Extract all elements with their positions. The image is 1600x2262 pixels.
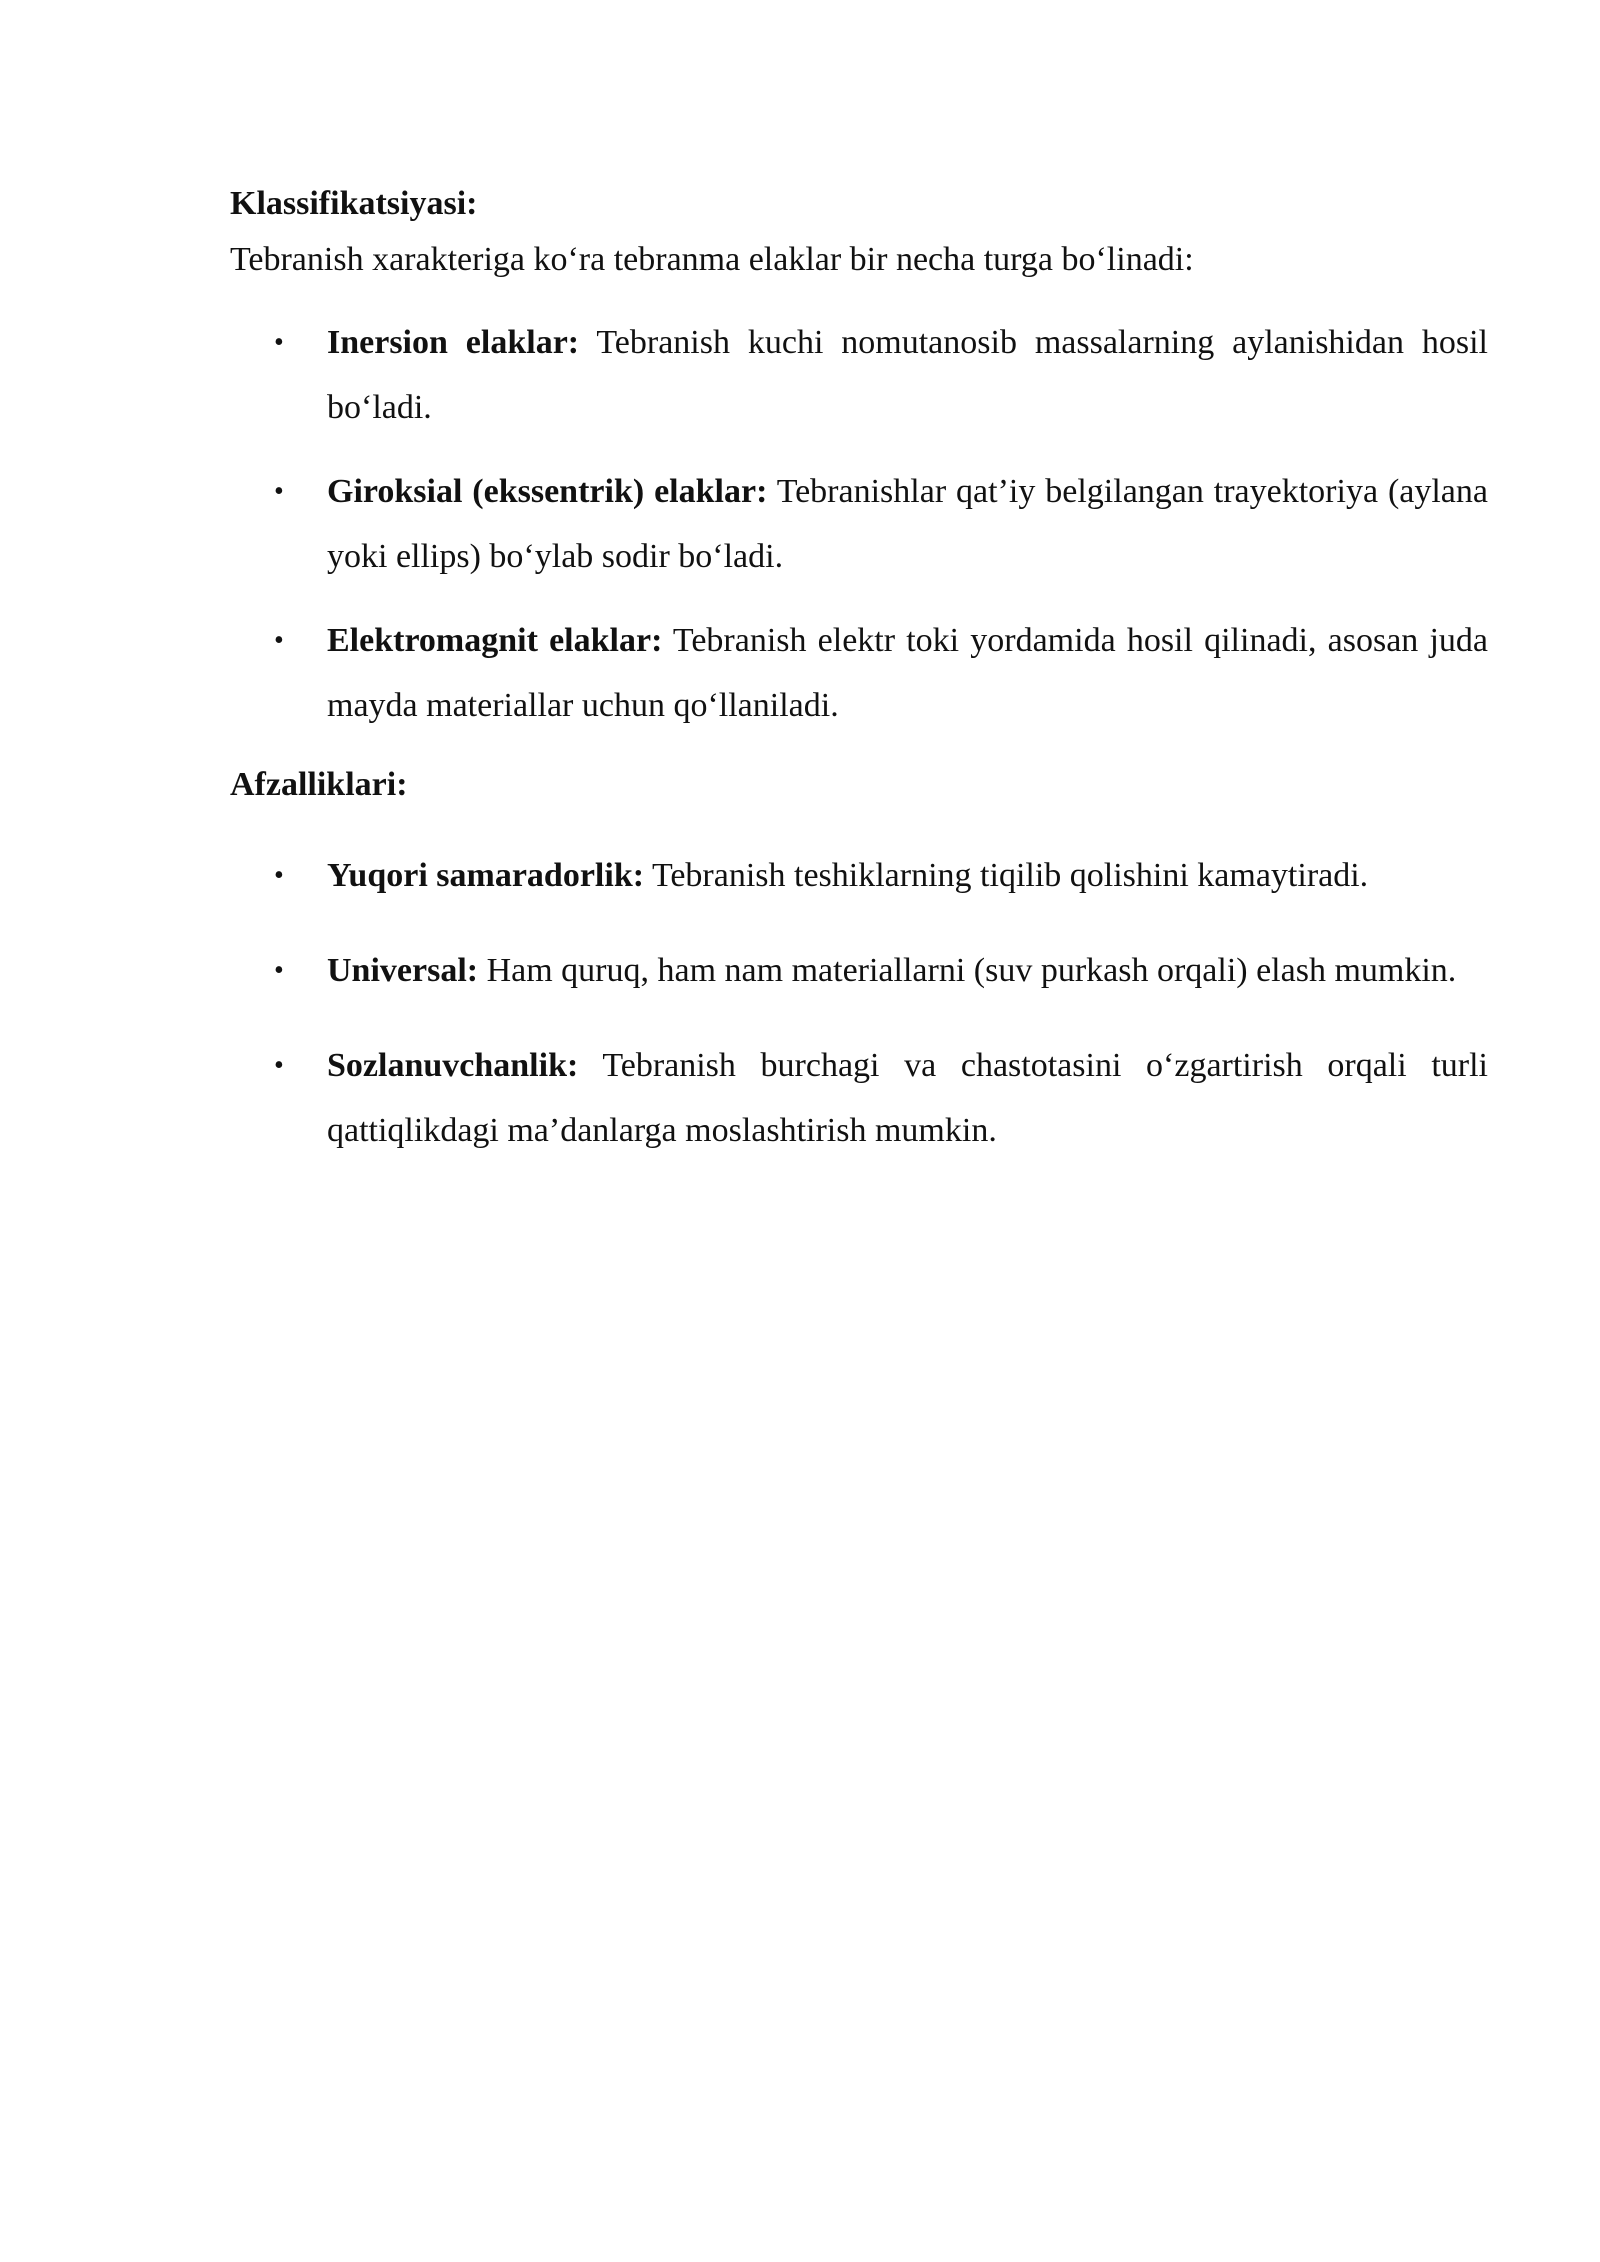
list-item [230,608,1488,738]
item-term: Universal: [327,952,479,989]
classification-list [230,310,1488,738]
item-text: Tebranish teshiklarning tiqilib qolishini kamaytiradi. [644,857,1369,894]
document-body [230,176,1488,1193]
bullet-icon: • [274,1050,284,1081]
classification-heading: Klassifikatsiyasi: [230,185,478,222]
list-item [230,459,1488,589]
bullet-icon: • [274,955,284,986]
list-item [230,843,1488,908]
bullet-icon: • [274,476,284,507]
item-term: Elektromagnit elaklar: [327,622,663,659]
list-item [230,1033,1488,1163]
item-text: Ham quruq, ham nam materiallarni (suv purkash orqali) elash mumkin. [478,952,1457,989]
list-item [230,938,1488,1003]
bullet-icon: • [274,625,284,656]
classification-intro: Tebranish xarakteriga ko‘ra tebranma elaklar bir necha turga bo‘linadi: [230,241,1194,278]
item-term: Inersion elaklar: [327,324,580,361]
item-text: Tebranishlar qat’iy belgilangan trayektoriya (aylana yoki ellips) bo‘ylab sodir bo‘ladi. [327,473,1488,575]
advantages-list [230,843,1488,1163]
item-term: Giroksial (ekssentrik) elaklar: [327,473,768,510]
bullet-icon: • [274,327,284,358]
item-term: Sozlanuvchanlik: [327,1047,579,1084]
list-item [230,310,1488,440]
bullet-icon: • [274,860,284,891]
item-text: Tebranish kuchi nomutanosib massalarning aylanishidan hosil bo‘ladi. [327,324,1488,426]
advantages-heading: Afzalliklari: [230,766,408,803]
item-term: Yuqori samaradorlik: [327,857,645,894]
item-text: Tebranish elektr toki yordamida hosil qilinadi, asosan juda mayda materiallar uchun qo‘llaniladi. [327,622,1488,724]
item-text: Tebranish burchagi va chastotasini o‘zgartirish orqali turli qattiqlikdagi ma’danlarga moslashtirish mumkin. [327,1047,1488,1149]
